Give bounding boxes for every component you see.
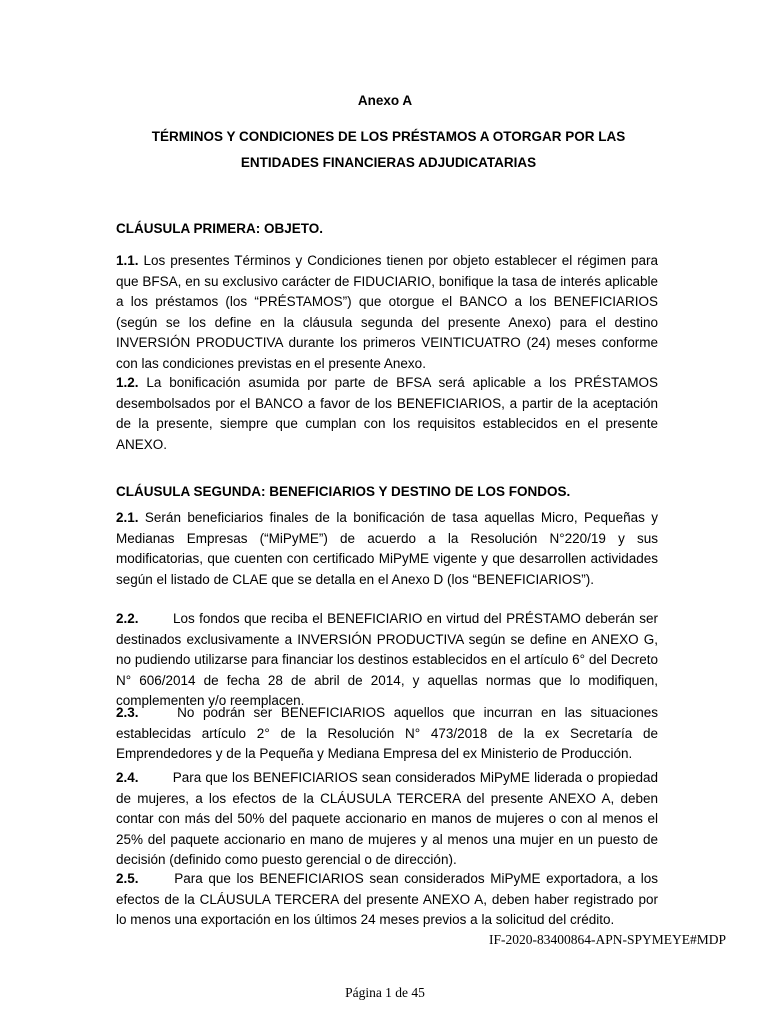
clause-2-title: CLÁUSULA SEGUNDA: BENEFICIARIOS Y DESTINO DE LOS FONDOS.: [116, 484, 571, 499]
paragraph-2-2-number: 2.2.: [116, 611, 139, 626]
paragraph-1-1-number: 1.1.: [116, 253, 139, 268]
paragraph-2-5-text: Para que los BENEFICIARIOS sean considerados MiPyME exportadora, a los efectos de la CLÁUSULA TERCERA del presente ANEXO A, deben haber registrado por lo menos una exportación en los últimos 24 meses previos a la solicitud del crédito.: [116, 871, 658, 927]
paragraph-2-3-number: 2.3.: [116, 705, 139, 720]
main-title-line-2: ENTIDADES FINANCIERAS ADJUDICATARIAS: [240, 155, 537, 170]
paragraph-2-4-number: 2.4.: [116, 770, 139, 785]
paragraph-1-2-number: 1.2.: [116, 375, 139, 390]
paragraph-2-5: [116, 869, 658, 931]
paragraph-1-1: [116, 251, 658, 374]
page-number: Página 1 de 45: [345, 985, 425, 1000]
paragraph-2-3: [116, 703, 658, 765]
paragraph-1-2: [116, 373, 658, 455]
main-title: [116, 124, 661, 176]
paragraph-2-4: [116, 768, 658, 871]
paragraph-2-5-number: 2.5.: [116, 871, 139, 886]
paragraph-2-2-text: Los fondos que reciba el BENEFICIARIO en virtud del PRÉSTAMO deberán ser destinados exclusivamente a INVERSIÓN PRODUCTIVA según se define en ANEXO G, no pudiendo utilizarse para financiar los destinos establecidos en el artículo 6° del Decreto N° 606/2014 de fecha 28 de abril de 2014, y aquellas normas que lo modifiquen, complementen y/o reemplacen.: [116, 611, 658, 708]
paragraph-2-1: [116, 508, 658, 590]
document-code: IF-2020-83400864-APN-SPYMEYE#MDP: [488, 932, 726, 947]
paragraph-1-1-text: Los presentes Términos y Condiciones tienen por objeto establecer el régimen para que BFSA, en su exclusivo carácter de FIDUCIARIO, bonifique la tasa de interés aplicable a los préstamos (los “PRÉSTAMOS”) que otorgue el BANCO a los BENEFICIARIOS (según se los define en la cláusula segunda del presente Anexo) para el destino INVERSIÓN PRODUCTIVA durante los primeros VEINTICUATRO (24) meses conforme con las condiciones previstas en el presente Anexo.: [116, 253, 658, 371]
paragraph-2-2: [116, 609, 658, 712]
clause-1-title: CLÁUSULA PRIMERA: OBJETO.: [116, 221, 324, 236]
paragraph-2-3-text: No podrán ser BENEFICIARIOS aquellos que incurran en las situaciones establecidas artículo 2° de la Resolución N° 473/2018 de la ex Secretaría de Emprendedores y de la Pequeña y Mediana Empresa del ex Ministerio de Producción.: [116, 705, 658, 761]
main-title-line-1: TÉRMINOS Y CONDICIONES DE LOS PRÉSTAMOS A OTORGAR POR LAS: [151, 129, 626, 144]
paragraph-2-4-text: Para que los BENEFICIARIOS sean considerados MiPyME liderada o propiedad de mujeres, a los efectos de la CLÁUSULA TERCERA del presente ANEXO A, deben contar con más del 50% del paquete accionario en manos de mujeres o con al menos el 25% del paquete accionario en mano de mujeres y al menos una mujer en un puesto de decisión (definido como puesto gerencial o de dirección).: [116, 770, 658, 867]
paragraph-2-1-text: Serán beneficiarios finales de la bonificación de tasa aquellas Micro, Pequeñas y Medianas Empresas (“MiPyME”) de acuerdo a la Resolución N°220/19 y sus modificatorias, que cuenten con certificado MiPyME vigente y que desarrollen actividades según el listado de CLAE que se detalla en el Anexo D (los “BENEFICIARIOS”).: [116, 510, 658, 587]
paragraph-2-1-number: 2.1.: [116, 510, 139, 525]
annex-title: Anexo A: [357, 93, 413, 108]
paragraph-1-2-text: La bonificación asumida por parte de BFSA será aplicable a los PRÉSTAMOS desembolsados por el BANCO a favor de los BENEFICIARIOS, a partir de la aceptación de la presente, siempre que cumplan con los requisitos establecidos en el presente ANEXO.: [116, 375, 658, 452]
